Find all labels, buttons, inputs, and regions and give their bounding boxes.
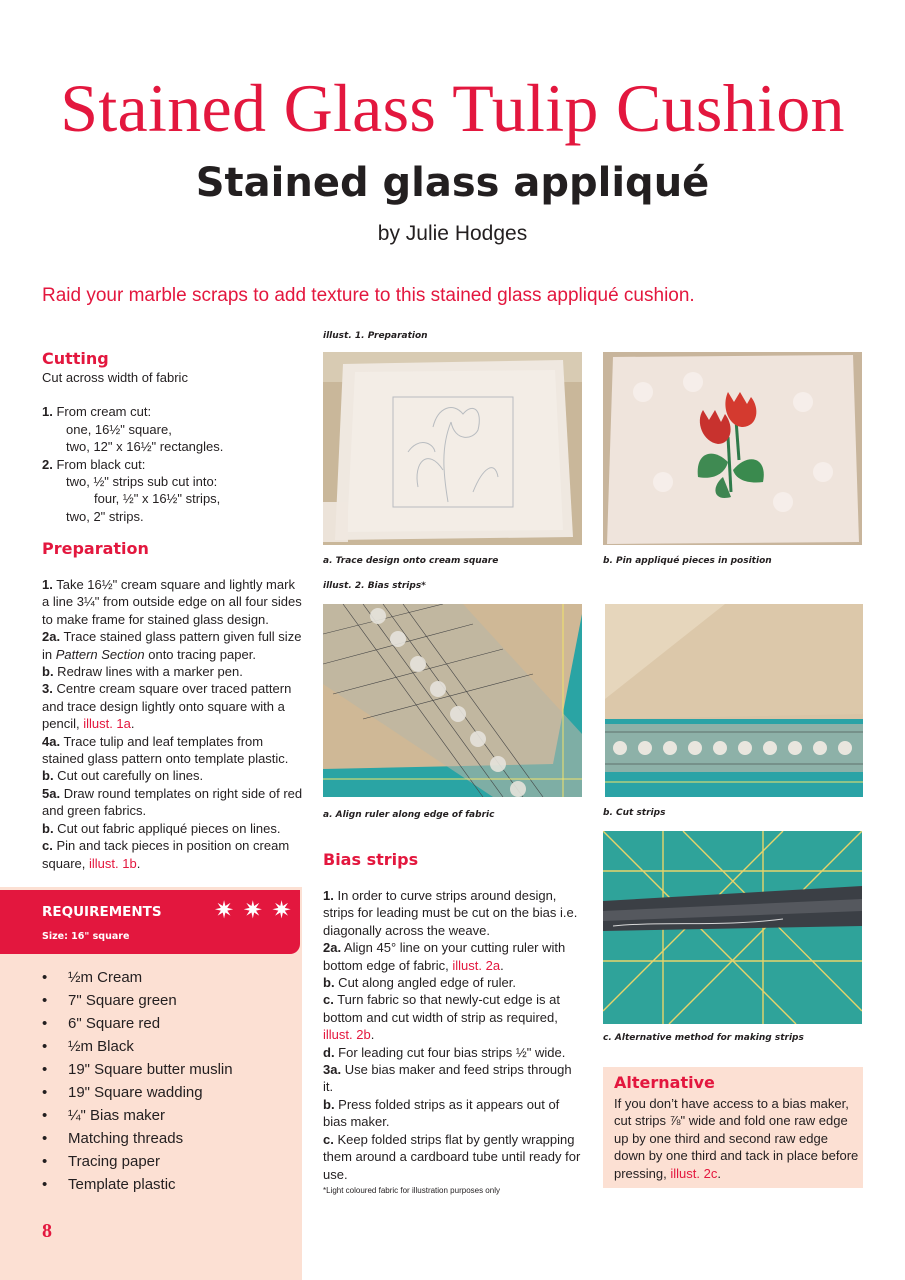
cutting-line: two, 12" x 16½" rectangles.	[66, 439, 224, 455]
caption-pin-applique: b. Pin appliqué pieces in position	[603, 556, 772, 566]
caption-cut-strips: b. Cut strips	[603, 808, 666, 818]
bias-step: 1. In order to curve strips around design, strips for leading must be cut on the bias i.e. diagonally across the weave.	[323, 888, 578, 938]
intro-text: Raid your marble scraps to add texture to this stained glass appliqué cushion.	[42, 285, 695, 306]
illust-2-label: illust. 2. Bias strips*	[323, 581, 426, 591]
caption-alternative-method: c. Alternative method for making strips	[603, 1033, 804, 1043]
prep-step: b. Cut out carefully on lines.	[42, 768, 204, 784]
bias-strips-heading: Bias strips	[323, 850, 419, 869]
cutting-section	[42, 349, 307, 525]
bias-step: c. Turn fabric so that newly-cut edge is at bottom and cut width of strip as required, illust. 2b.	[323, 992, 561, 1043]
cutting-line: one, 16½" square,	[66, 421, 172, 437]
requirement-item: • Matching threads	[42, 1127, 233, 1150]
prep-step: b. Redraw lines with a marker pen.	[42, 664, 243, 680]
photo-align-ruler	[323, 604, 582, 797]
illust-2a-ref: illust. 2a	[452, 957, 501, 973]
bias-strips-section	[323, 887, 585, 1183]
bullet-icon: •	[42, 969, 48, 986]
prep-step: 4a. Trace tulip and leaf templates from stained glass pattern onto template plastic.	[42, 733, 289, 767]
author-byline: by Julie Hodges	[377, 222, 528, 245]
requirement-item: • ¼" Bias maker	[42, 1104, 233, 1127]
cutting-line: four, ½" x 16½" strips,	[94, 491, 221, 507]
requirements-list	[42, 966, 233, 1196]
illust-1a-ref: illust. 1a	[83, 716, 131, 732]
page-title: Stained Glass Tulip Cushion	[60, 70, 845, 146]
prep-step: 1. Take 16½" cream square and lightly mark a line 3¼" from outside edge on all four sides to make frame for stained glass design.	[42, 577, 302, 627]
requirement-item: • Tracing paper	[42, 1150, 233, 1173]
cutting-step-1: 1. From cream cut:	[42, 404, 152, 420]
bullet-icon: •	[42, 1130, 48, 1147]
page-subtitle: Stained glass appliqué	[195, 160, 710, 206]
prep-step: 5a. Draw round templates on right side of red and green fabrics.	[42, 785, 303, 819]
prep-step: b. Cut out fabric appliqué pieces on lines.	[42, 820, 281, 836]
requirement-item: • ½m Cream	[42, 966, 233, 989]
bullet-icon: •	[42, 992, 48, 1009]
requirements-title: REQUIREMENTS	[42, 904, 162, 920]
illust-1-label: illust. 1. Preparation	[323, 331, 428, 341]
cutting-line: two, 2" strips.	[66, 508, 144, 524]
requirement-item: • ½m Black	[42, 1035, 233, 1058]
bullet-icon: •	[42, 1015, 48, 1032]
bias-step: b. Cut along angled edge of ruler.	[323, 975, 516, 991]
bias-step: 2a. Align 45° line on your cutting ruler with bottom edge of fabric, illust. 2a.	[323, 940, 566, 973]
requirement-item: • 7" Square green	[42, 989, 233, 1012]
bullet-icon: •	[42, 1084, 48, 1101]
footnote: *Light coloured fabric for illustration purposes only	[323, 1186, 500, 1195]
photo-pin-applique	[603, 352, 862, 545]
prep-step: c. Pin and tack pieces in position on cream square, illust. 1b.	[42, 838, 290, 871]
requirement-item: • 6" Square red	[42, 1012, 233, 1035]
cutting-line: two, ½" strips sub cut into:	[66, 474, 218, 490]
star-icons: ✷ ✷ ✷	[214, 897, 293, 924]
cutting-heading: Cutting	[42, 349, 109, 368]
bullet-icon: •	[42, 1153, 48, 1170]
cutting-note: Cut across width of fabric	[42, 370, 188, 385]
bias-step: b. Press folded strips as it appears out of bias maker.	[323, 1096, 560, 1130]
requirement-item: • 19" Square wadding	[42, 1081, 233, 1104]
bias-step: c. Keep folded strips flat by gently wrapping them around a cardboard tube until ready for use.	[323, 1131, 581, 1182]
illust-1b-ref: illust. 1b	[88, 855, 137, 871]
caption-align-ruler: a. Align ruler along edge of fabric	[323, 810, 495, 820]
photo-alternative-method	[603, 831, 862, 1024]
bias-step: 3a. Use bias maker and feed strips through it.	[323, 1062, 572, 1095]
preparation-heading: Preparation	[42, 539, 149, 558]
prep-step: 3. Centre cream square over traced pattern and trace design lightly onto square with a pencil, illust. 1a.	[42, 681, 292, 732]
page-number: 8	[42, 1220, 52, 1242]
alternative-heading: Alternative	[614, 1073, 715, 1092]
bullet-icon: •	[42, 1107, 48, 1124]
requirement-item: • Template plastic	[42, 1173, 233, 1196]
requirements-size: Size: 16" square	[42, 931, 130, 942]
photo-cut-strips	[605, 604, 863, 797]
photo-trace-design	[323, 352, 582, 545]
bullet-icon: •	[42, 1176, 48, 1193]
alternative-section	[614, 1073, 859, 1182]
requirement-item: • 19" Square butter muslin	[42, 1058, 233, 1081]
caption-trace-design: a. Trace design onto cream square	[323, 556, 499, 566]
prep-step: 2a. Trace stained glass pattern given full size in Pattern Section onto tracing paper.	[42, 629, 302, 662]
illust-2b-ref: illust. 2b	[323, 1027, 371, 1043]
bias-step: d. For leading cut four bias strips ½" wide.	[323, 1044, 566, 1060]
illust-2c-ref: illust. 2c	[670, 1165, 718, 1181]
preparation-section	[42, 576, 304, 872]
alternative-text: If you don’t have access to a bias maker, cut strips ⅞" wide and fold one raw edge up by one third and second raw edge down by one third and tack in place before pressing, illust. 2c.	[614, 1096, 859, 1181]
bullet-icon: •	[42, 1061, 48, 1078]
bullet-icon: •	[42, 1038, 48, 1055]
cutting-step-2: 2. From black cut:	[42, 456, 146, 472]
